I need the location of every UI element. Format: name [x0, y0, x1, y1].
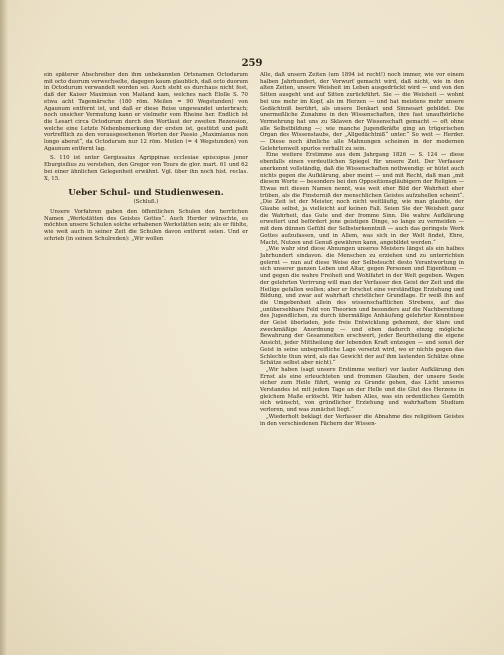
- page-number: 259: [241, 58, 263, 69]
- paragraph: ein späterer Abschreiber den ihm unbekannten Ortsnamen Octodurum mit octo duorum verwechselte, dagegen kaum glaublich, daß octo duorum in Octodurum verwandelt worden sei. Auch steht es durchaus nicht fest, daß der Kaiser Maximian von Mailand kam, welches nach Elolle S. 70 etwa acht Tagemärsche (180 röm. Meilen = 90 Wegstunden) von Agaunum entfernt ist, und daß er diese Reise ungewandet unterbrach; noch unsicher Vermutung kann er vielmehr vom Rheine her. Endlich ist die Lesart circa Octodurum durch den Wortlaut der zweiten Rezension, welche eine Letzte Nebenbemerkung der ersten ist, gestützt und paßt vortrefflich zu den vorausgesehenen Worten der Passio „Maximianus non longo aberat“, da Octodurum nur 12 röm. Meilen (= 4 Wegstunden) von Agaunum entfernt lag.: [44, 72, 248, 152]
- binding-gutter: [0, 0, 8, 655]
- paragraph: Alle, daß unsern Zeiten (um 1894 ist recht!) noch immer, wie vor einem halben Jahrhundert, der Vorwurf gemacht wird, daß nicht, wie in den alten Zeiten, unsere Weisheit im Leben ausgedrückt wird — und von den Sitten ausgeht und auf Sitten zurückführt. Sie — die Weisheit — wohnt bei uns mehr im Kopf, als im Herzen — und hat meistens mehr unsere Gedächtniß berührt, als unsere Denkart und Sinnesart gebildet. Die unermeßliche Zunahme in den Wissenschaften, ihre fast unaufhörliche Vermehrung hat uns zu Sklaven der Wissenschaft gemacht — oft ohne alle Selbstbildung —; wie manche Jugendkräfte ging an trügerischen Organ des Wissenstaubs, der „Allgedächtniß“ unter.“ So weit — Herder. — Diese noch ähnliche alle Mahnungen scheinen in der modernen Gelehrtenwelt spurlos verhallt zu sein.: [260, 72, 464, 152]
- left-column: [44, 72, 248, 620]
- footnote: S. 110 ist unter Gergissaius Agrippinae ecclesiae episcopus jener Eburgisilius zu verstehen, den Gregor von Tours de glor. mart. 61 und 62 bei einer ähnlichen Gelegenheit erwähnt. Vgl. über ihn noch hist. reclas. X, 15.: [44, 155, 248, 182]
- paragraph: Unsere Vorfahren gaben den öffentlichen Schulen den herrlichen Namen „Werkstätten des Geistes Gottes“. Auch Herder wünschte, es möchten unsere Schulen solche erhabenen Werkstätten sein; als er fühlte, wie weit auch in seiner Zeit die Schulen davon entfernt seien. Und er schrieb (in seinen Schulreden): „Wir wollen: [44, 208, 248, 242]
- paragraph: „Wiederholt beklagt der Verfasser die Abnahme des religiösen Geistes in den verschiedenen Fächern der Wissen-: [260, 413, 464, 427]
- paragraph: „Wie wahr sind diese Ahnungen unseres Meisters längst als ein halbes Jahrhundert sindavon. die Menschen zu erziehen und zu unterrichten gelernt — nun auf diese Weise der Selbstsucht desto Verantwortung in sich unserer ganzen Leben und Altar, gegen Personen und Eigenthum — und gegen die wahre Freiheit und Wohlfahrt in der Welt gegeben. Wegen der gelehrten Verirrung will man der Verfasser den Geist der Zeit und die Heilige gefallen wollen; aber er forschet eine verständlige Erziehung und Bildung, und zwar auf wahrhaft christlicher Grundlage. Er weiß ihn auf die Umgebenheit allein des wissenschaftlichen Strebens, auf das „unübersehbare Feld von Theorien und besonders auf die Nachbereitung des Jugendlichen, zu durch übermäßige Anhäufung gelehrter Kenntnisse der Geist überladen, jede freie Entwicklung gehemmt, der klare und zweckmäßige Anordnung — und eben dadurch einzig mögliche Bewahrung der Gesammelten erschwert, jeder Beurtheilung die eigene Ansicht, jeder Mittheilung der lebenden Kraft entzogen — und sonst der Geist in seine unbegreifliche Lage versetzt wird, wo er nichts gegen das Schlechte thun wird, als das Gewicht der auf ihm lastenden Schätze ohne Schätze selbst aber nicht).“: [260, 246, 464, 367]
- section-heading: Ueber Schul- und Studienwesen.: [68, 188, 224, 199]
- paragraph: „Wir haben (sagt unsere Erstimme weiter) vor lauter Aufklärung den Ernst als eine erleuchteten und frommen Glauben, der unsere Seele sicher zum Heile führt, wenig zu Grunde gehen, das Licht unseres Verstandes ist mit jedem Tage an der Helle und die Glut des Herzens in gleichem Maße erlöscht. Wir haben Alles, was ein ordentliches Gemüth sich wünscht, von gründlicher Erziehung und wahrhaftem Studium verloren, und was zunächst liegt.“: [260, 366, 464, 414]
- section-subheading: (Schluß.): [133, 199, 159, 206]
- right-column: [260, 72, 464, 620]
- paragraph: Eine weitere Erstimme aus dem Jahrgang 1826 — S. 124 — diese ebenfalls einen verdeutlichen Spiegel für unsere Zeit. Der Verfasser anerkennt vollständig, daß die Wissenschaften nothwendig: er hütet auch nichts gegen die Aufklärung, aber meint — und mit Recht, daß man „mit diesem Worte — besonders bei den Oppositionsgläubigern der Religion — Etwas mit diesen Namen nennt, was weit eher Bild der Wahrheit eher trüben, als die Finsterniß der menschlichen Geistes aufzuhellen scheint“. „Die Zeit ist der Meister, noch nicht weitläufig, wie man glaubte, der Glaube selbst, ja vielleicht auf keinen Fall. Seien Sie der Weisheit ganz die Wahrheit, das Gute und der fromme Sinn. Die wahre Aufklärung erweitert und befördert jene geistigen Dinge, so lange zu vermeiden — mit dem dünnen Gefühl der Selbsterkenntniß — auch das geringste Werk Gottes aufzufassen, und in Allem, was sich in der Welt findet, Ehre, Macht, Nutzen und Genuß gewähren kann, angebildet werden.“: [260, 152, 464, 246]
